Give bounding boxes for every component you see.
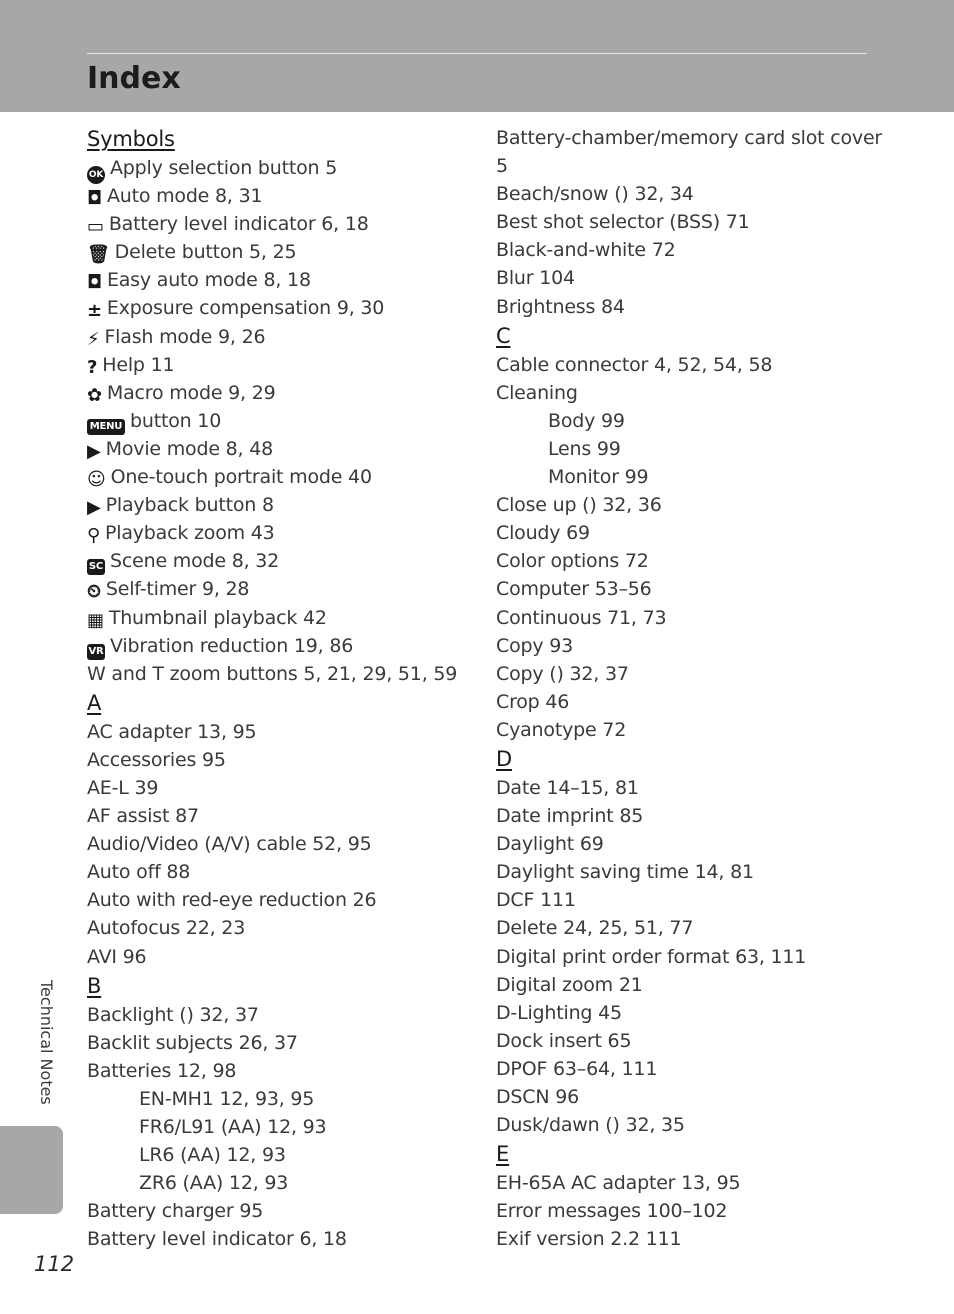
index-entry: [496, 971, 936, 999]
index-entry: [496, 716, 936, 744]
index-entry-text: Thumbnail playback 42: [108, 606, 327, 629]
section-side-label: Technical Notes: [37, 980, 56, 1105]
index-entry-text: Delete button 5, 25: [114, 241, 297, 264]
index-entry-text: Crop 46: [496, 690, 570, 713]
index-entry: [87, 718, 482, 746]
index-entry-text: Cleaning: [496, 381, 578, 404]
index-entry: [496, 660, 936, 688]
flash-icon: ⚡: [87, 328, 100, 350]
index-entry-text: Error messages 100–102: [496, 1200, 728, 1223]
index-entry: [496, 1027, 936, 1055]
battery-icon: ▭: [87, 216, 104, 238]
index-entry-text: Copy () 32, 37: [496, 662, 629, 685]
index-entry-text: Symbols: [87, 127, 175, 151]
index-entry: [496, 1055, 936, 1083]
index-entry-text: AE-L 39: [87, 776, 159, 799]
index-entry-text: AF assist 87: [87, 805, 199, 828]
index-entry-text: AVI 96: [87, 945, 147, 968]
index-entry-text: W and T zoom buttons 5, 21, 29, 51, 59: [87, 662, 458, 685]
index-entry-text: Auto with red-eye reduction 26: [87, 889, 377, 912]
index-entry-text: Movie mode 8, 48: [105, 437, 273, 460]
index-entry: [496, 379, 936, 407]
index-entry-text: Accessories 95: [87, 748, 226, 771]
index-entry: [87, 1197, 482, 1225]
index-entry: [496, 491, 936, 519]
index-entry-text: DCF 111: [496, 889, 576, 912]
index-entry: [496, 1225, 936, 1253]
index-entry-text: Self-timer 9, 28: [105, 578, 250, 601]
index-entry-text: Beach/snow () 32, 34: [496, 183, 694, 206]
macro-icon: ✿: [87, 384, 102, 406]
index-entry-text: Monitor 99: [548, 466, 649, 489]
zoom-icon: ⚲: [87, 525, 100, 547]
index-entry-text: Best shot selector (BSS) 71: [496, 211, 750, 234]
index-entry-text: Backlit subjects 26, 37: [87, 1031, 298, 1054]
ok-icon: OK: [87, 166, 105, 184]
index-entry-text: Auto mode 8, 31: [106, 185, 263, 208]
index-entry-text: Delete 24, 25, 51, 77: [496, 917, 694, 940]
index-entry-text: Digital zoom 21: [496, 973, 643, 996]
index-subentry: [496, 407, 936, 435]
index-entry: [87, 802, 482, 830]
index-entry: [496, 886, 936, 914]
index-entry-text: Help 11: [102, 353, 175, 376]
index-entry-text: Date imprint 85: [496, 805, 644, 828]
index-entry: [496, 604, 936, 632]
index-entry-text: Color options 72: [496, 550, 649, 573]
index-entry-text: EN-MH1 12, 93, 95: [139, 1087, 315, 1110]
index-entry-text: Playback zoom 43: [104, 522, 275, 545]
index-entry-text: D: [496, 746, 512, 771]
index-entry-text: Continuous 71, 73: [496, 606, 667, 629]
index-entry: [87, 746, 482, 774]
index-entry: [87, 1225, 482, 1253]
index-entry: [87, 943, 482, 971]
index-entry: [496, 575, 936, 603]
index-entry-text: DPOF 63–64, 111: [496, 1057, 658, 1080]
index-entry-text: Close up () 32, 36: [496, 494, 662, 517]
index-entry-text: Copy 93: [496, 634, 574, 657]
index-entry: [87, 210, 482, 238]
camera-icon: ◘: [87, 188, 102, 210]
index-entry-text: Auto off 88: [87, 861, 191, 884]
index-entry: [87, 266, 482, 294]
index-entry: [87, 858, 482, 886]
index-entry: [87, 294, 482, 322]
index-entry-text: Easy auto mode 8, 18: [106, 269, 311, 292]
index-entry-text: Daylight 69: [496, 833, 604, 856]
index-entry-text: AC adapter 13, 95: [87, 720, 257, 743]
portrait-icon: ☺: [87, 469, 106, 491]
index-subentry: [496, 435, 936, 463]
index-entry: [87, 182, 482, 210]
scene-icon: SC: [87, 559, 105, 575]
index-entry-text: Battery charger 95: [87, 1200, 264, 1223]
index-entry-text: D-Lighting 45: [496, 1001, 622, 1024]
index-entry: [87, 435, 482, 463]
index-entry: [496, 264, 936, 292]
index-entry: [87, 1001, 482, 1029]
index-entry-text: EH-65A AC adapter 13, 95: [496, 1172, 741, 1195]
index-entry-text: Blur 104: [496, 267, 575, 290]
index-column-left: [87, 124, 482, 1253]
index-entry: [496, 1197, 936, 1225]
index-entry: [87, 604, 482, 632]
index-entry: [496, 632, 936, 660]
index-entry: [496, 802, 936, 830]
index-subentry: [87, 1169, 482, 1197]
exposure-compensation-icon: ±: [87, 300, 102, 322]
index-entry-text: Body 99: [548, 409, 625, 432]
index-entry-text: Brightness 84: [496, 295, 625, 318]
index-entry-text: E: [496, 1142, 510, 1167]
index-entry-text: Digital print order format 63, 111: [496, 945, 807, 968]
index-letter-heading: [87, 688, 482, 718]
index-letter-heading: [87, 124, 482, 154]
playback-icon: ▶: [87, 497, 101, 519]
index-entry: [87, 575, 482, 603]
index-entry: [496, 688, 936, 716]
index-entry: [496, 774, 936, 802]
index-entry: [87, 154, 482, 182]
index-entry: [496, 914, 936, 942]
index-entry: [87, 351, 482, 379]
index-entry-text: Apply selection button 5: [110, 157, 338, 179]
index-entry-text: B: [87, 973, 102, 998]
index-entry-text: Cable connector 4, 52, 54, 58: [496, 353, 773, 376]
index-entry: [496, 1083, 936, 1111]
index-entry-text: A: [87, 690, 102, 715]
index-entry: [496, 152, 936, 180]
index-entry-text: C: [496, 323, 511, 348]
index-entry-text: ZR6 (AA) 12, 93: [139, 1172, 289, 1195]
index-entry-text: Autofocus 22, 23: [87, 917, 246, 940]
index-entry: [496, 1111, 936, 1139]
index-subentry: [496, 463, 936, 491]
index-entry-text: 5: [496, 155, 508, 178]
index-entry: [496, 999, 936, 1027]
index-subentry: [87, 1113, 482, 1141]
index-entry-text: Date 14–15, 81: [496, 776, 639, 799]
index-entry: [87, 1057, 482, 1085]
index-entry: [496, 830, 936, 858]
index-entry-text: Battery level indicator 6, 18: [108, 213, 369, 236]
index-entry-text: Dock insert 65: [496, 1029, 632, 1052]
index-entry: [87, 914, 482, 942]
index-entry-text: One-touch portrait mode 40: [110, 466, 372, 489]
index-column-right: [496, 124, 936, 1253]
index-entry: [87, 519, 482, 547]
index-entry: [496, 547, 936, 575]
index-entry-text: Cloudy 69: [496, 522, 590, 545]
index-entry: [87, 1029, 482, 1057]
index-entry: [496, 236, 936, 264]
index-entry: [496, 1169, 936, 1197]
index-letter-heading: [87, 971, 482, 1001]
index-entry-text: FR6/L91 (AA) 12, 93: [139, 1116, 327, 1138]
index-letter-heading: [496, 321, 936, 351]
index-entry: [87, 774, 482, 802]
index-entry: [496, 858, 936, 886]
index-entry: [87, 660, 482, 688]
index-letter-heading: [496, 1139, 936, 1169]
index-letter-heading: [496, 744, 936, 774]
index-entry-text: Cyanotype 72: [496, 718, 627, 741]
index-subentry: [87, 1141, 482, 1169]
section-tab: [0, 1126, 63, 1214]
index-entry-text: Dusk/dawn () 32, 35: [496, 1114, 685, 1137]
vr-icon: VR: [87, 644, 105, 660]
index-entry-text: Macro mode 9, 29: [106, 381, 276, 404]
index-entry-text: Daylight saving time 14, 81: [496, 861, 754, 884]
index-entry-text: Scene mode 8, 32: [110, 550, 280, 573]
index-entry: [496, 351, 936, 379]
index-entry: [87, 632, 482, 660]
index-entry: [496, 124, 936, 152]
menu-icon: MENU: [87, 419, 125, 435]
index-entry-text: Vibration reduction 19, 86: [110, 634, 354, 657]
index-entry-text: button 10: [130, 409, 222, 432]
index-entry: [87, 323, 482, 351]
index-entry: [87, 547, 482, 575]
index-entry-text: Batteries 12, 98: [87, 1059, 237, 1082]
index-entry: [87, 886, 482, 914]
index-entry-text: Exposure compensation 9, 30: [106, 297, 385, 320]
index-entry-text: Audio/Video (A/V) cable 52, 95: [87, 833, 372, 856]
index-entry: [496, 519, 936, 547]
index-entry: [496, 943, 936, 971]
thumbnail-icon: ▦: [87, 609, 104, 631]
self-timer-icon: ⏲: [87, 581, 101, 603]
index-entry: [87, 379, 482, 407]
index-entry-text: Lens 99: [548, 437, 621, 460]
index-entry: [87, 830, 482, 858]
index-entry-text: Playback button 8: [105, 494, 274, 517]
index-entry-text: DSCN 96: [496, 1086, 579, 1108]
index-entry-text: Battery-chamber/memory card slot cover: [496, 127, 883, 149]
help-icon: ?: [87, 356, 98, 378]
index-entry-text: Exif version 2.2 111: [496, 1228, 682, 1251]
index-entry: [87, 238, 482, 266]
index-entry: [87, 407, 482, 435]
index-entry-text: LR6 (AA) 12, 93: [139, 1144, 286, 1167]
index-entry-text: Black-and-white 72: [496, 239, 676, 262]
header-rule: [87, 53, 867, 54]
page-number: 112: [34, 1252, 75, 1276]
trash-icon: 🗑: [87, 244, 110, 266]
index-entry-text: Flash mode 9, 26: [104, 325, 266, 348]
index-entry-text: Battery level indicator 6, 18: [87, 1228, 347, 1251]
page-title: Index: [87, 61, 181, 96]
index-entry: [496, 293, 936, 321]
header-bar: [0, 0, 954, 112]
index-entry-text: Backlight () 32, 37: [87, 1003, 259, 1026]
index-entry: [496, 180, 936, 208]
index-entry: [496, 208, 936, 236]
index-subentry: [87, 1085, 482, 1113]
index-entry: [87, 491, 482, 519]
index-entry: [87, 463, 482, 491]
index-entry-text: Computer 53–56: [496, 578, 652, 601]
easy-auto-icon: ◘: [87, 272, 102, 294]
movie-icon: ▶: [87, 440, 101, 462]
